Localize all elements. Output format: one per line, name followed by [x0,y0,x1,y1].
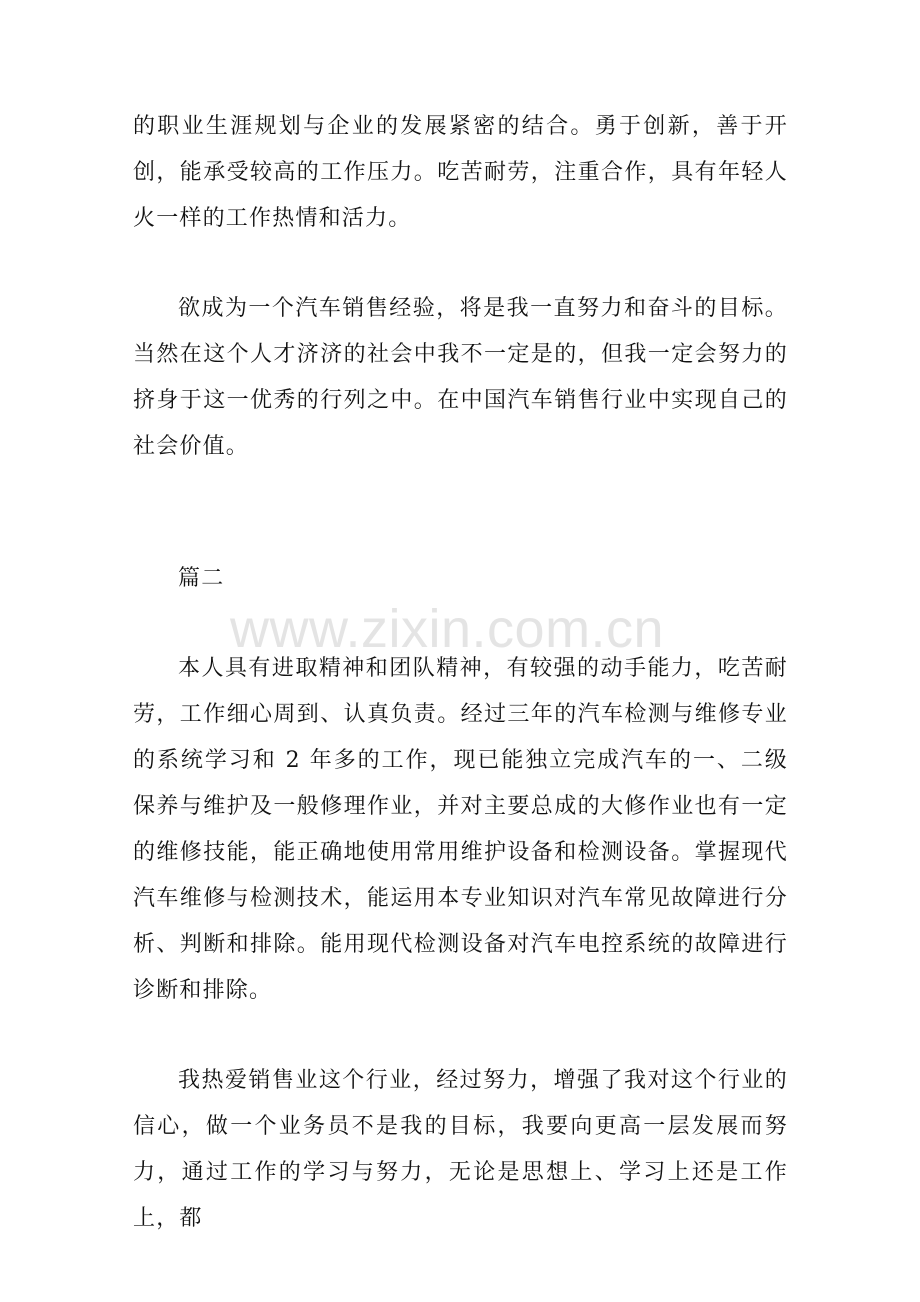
paragraph-skills: 本人具有进取精神和团队精神，有较强的动手能力，吃苦耐劳，工作细心周到、认真负责。经过三年的汽车检测与维修专业的系统学习和 2 年多的工作，现已能独立完成汽车的一、二级保养与维护及一般修理作业，并对主要总成的大修作业也有一定的维修技能，能正确地使用常用维护设备和检测设备。掌握现代汽车维修与检测技术，能运用本专业知识对汽车常见故障进行分析、判断和排除。能用现代检测设备对汽车电控系统的故障进行诊断和排除。 [133,656,788,1003]
section-heading: 篇二 [178,566,225,591]
paragraph-continuation: 的职业生涯规划与企业的发展紧密的结合。勇于创新，善于开创，能承受较高的工作压力。吃苦耐劳，注重合作，具有年轻人火一样的工作热情和活力。 [133,114,788,231]
paragraph-sales-passion: 我热爱销售业这个行业，经过努力，增强了我对这个行业的信心，做一个业务员不是我的目标，我要向更高一层发展而努力，通过工作的学习与努力，无论是思想上、学习上还是工作上，都 [133,1068,788,1231]
paragraph-goal: 欲成为一个汽车销售经验，将是我一直努力和奋斗的目标。当然在这个人才济济的社会中我不一定是的，但我一定会努力的挤身于这一优秀的行列之中。在中国汽车销售行业中实现自己的社会价值。 [133,296,788,459]
watermark: www.zixin.com.cn [230,599,665,659]
